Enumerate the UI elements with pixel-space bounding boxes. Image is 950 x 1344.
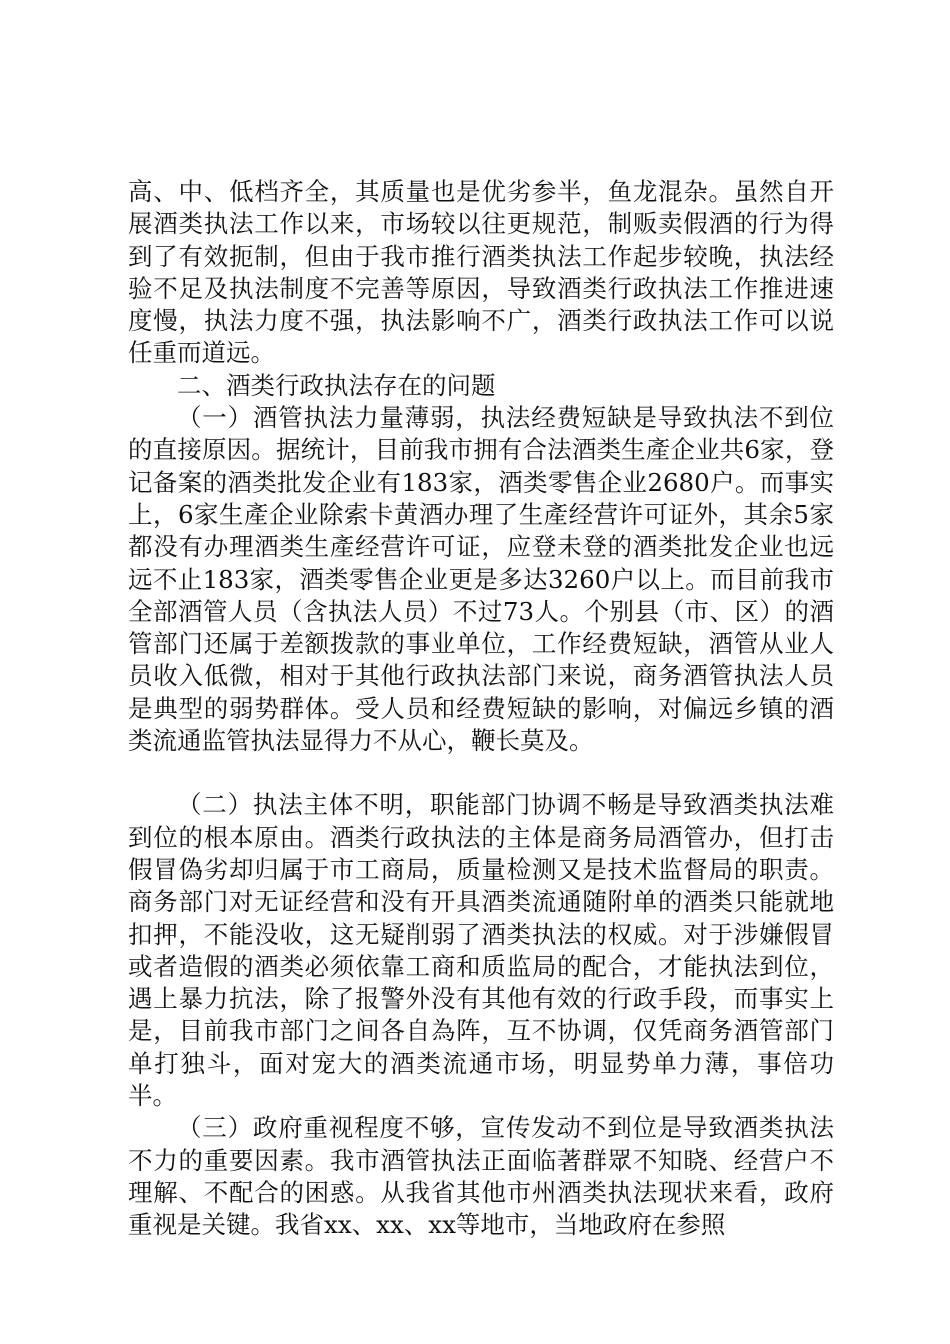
section-heading: 二、酒类行政执法存在的问题: [177, 370, 496, 400]
paragraph-issue-2: （二）执法主体不明，职能部门协调不畅是导致酒类执法难到位的根本原由。酒类行政执法的主体是商务局酒管办，但打击假冒偽劣却归属于市工商局，质量检测又是技术监督局的职责。商务部门对无证经营和没有开具酒类流通随附单的酒类只能就地扣押，不能没收，这无疑削弱了酒类执法的权威。对于涉嫌假冒或者造假的酒类必须依靠工商和质监局的配合，才能执法到位，遇上暴力抗法，除了报警外没有其他有效的行政手段，而事实上是，目前我市部门之间各自為阵，互不协调，仅凭商务酒管部门单打独斗，面对宠大的酒类流通市场，明显势单力薄，事倍功半。: [128, 790, 834, 1111]
paragraph-issue-3: （三）政府重视程度不够，宣传发动不到位是导致酒类执法不力的重要因素。我市酒管执法正面临著群眾不知晓、经营户不理解、不配合的困惑。从我省其他市州酒类执法现状来看，政府重视是关键。我省xx、xx、xx等地市，当地政府在参照: [128, 1113, 834, 1240]
document-body: [128, 176, 834, 1242]
paragraph-issue-1: （一）酒管执法力量薄弱，执法经费短缺是导致执法不到位的直接原因。据统计，目前我市拥有合法酒类生產企业共6家，登记备案的酒类批发企业有183家，酒类零售企业2680户。而事实上，6家生產企业除索卡黄酒办理了生產经营许可证外，其余5家都没有办理酒类生產经营许可证，应登未登的酒类批发企业也远远不止183家，酒类零售企业更是多达3260户以上。而目前我市全部酒管人员（含执法人员）不过73人。个别县（市、区）的酒管部门还属于差额拨款的事业单位，工作经费短缺，酒管从业人员收入低微，相对于其他行政执法部门来说，商务酒管执法人员是典型的弱势群体。受人员和经费短缺的影响，对偏远乡镇的酒类流通监管执法显得力不从心，鞭长莫及。: [128, 403, 834, 756]
paragraph-continuation: 高、中、低档齐全，其质量也是优劣参半，鱼龙混杂。虽然自开展酒类执法工作以来，市场较以往更规范，制贩卖假酒的行为得到了有效扼制，但由于我市推行酒类执法工作起步较晚，执法经验不足及执法制度不完善等原因，导致酒类行政执法工作推进速度慢，执法力度不强，执法影响不广，酒类行政执法工作可以说任重而道远。: [128, 177, 834, 368]
